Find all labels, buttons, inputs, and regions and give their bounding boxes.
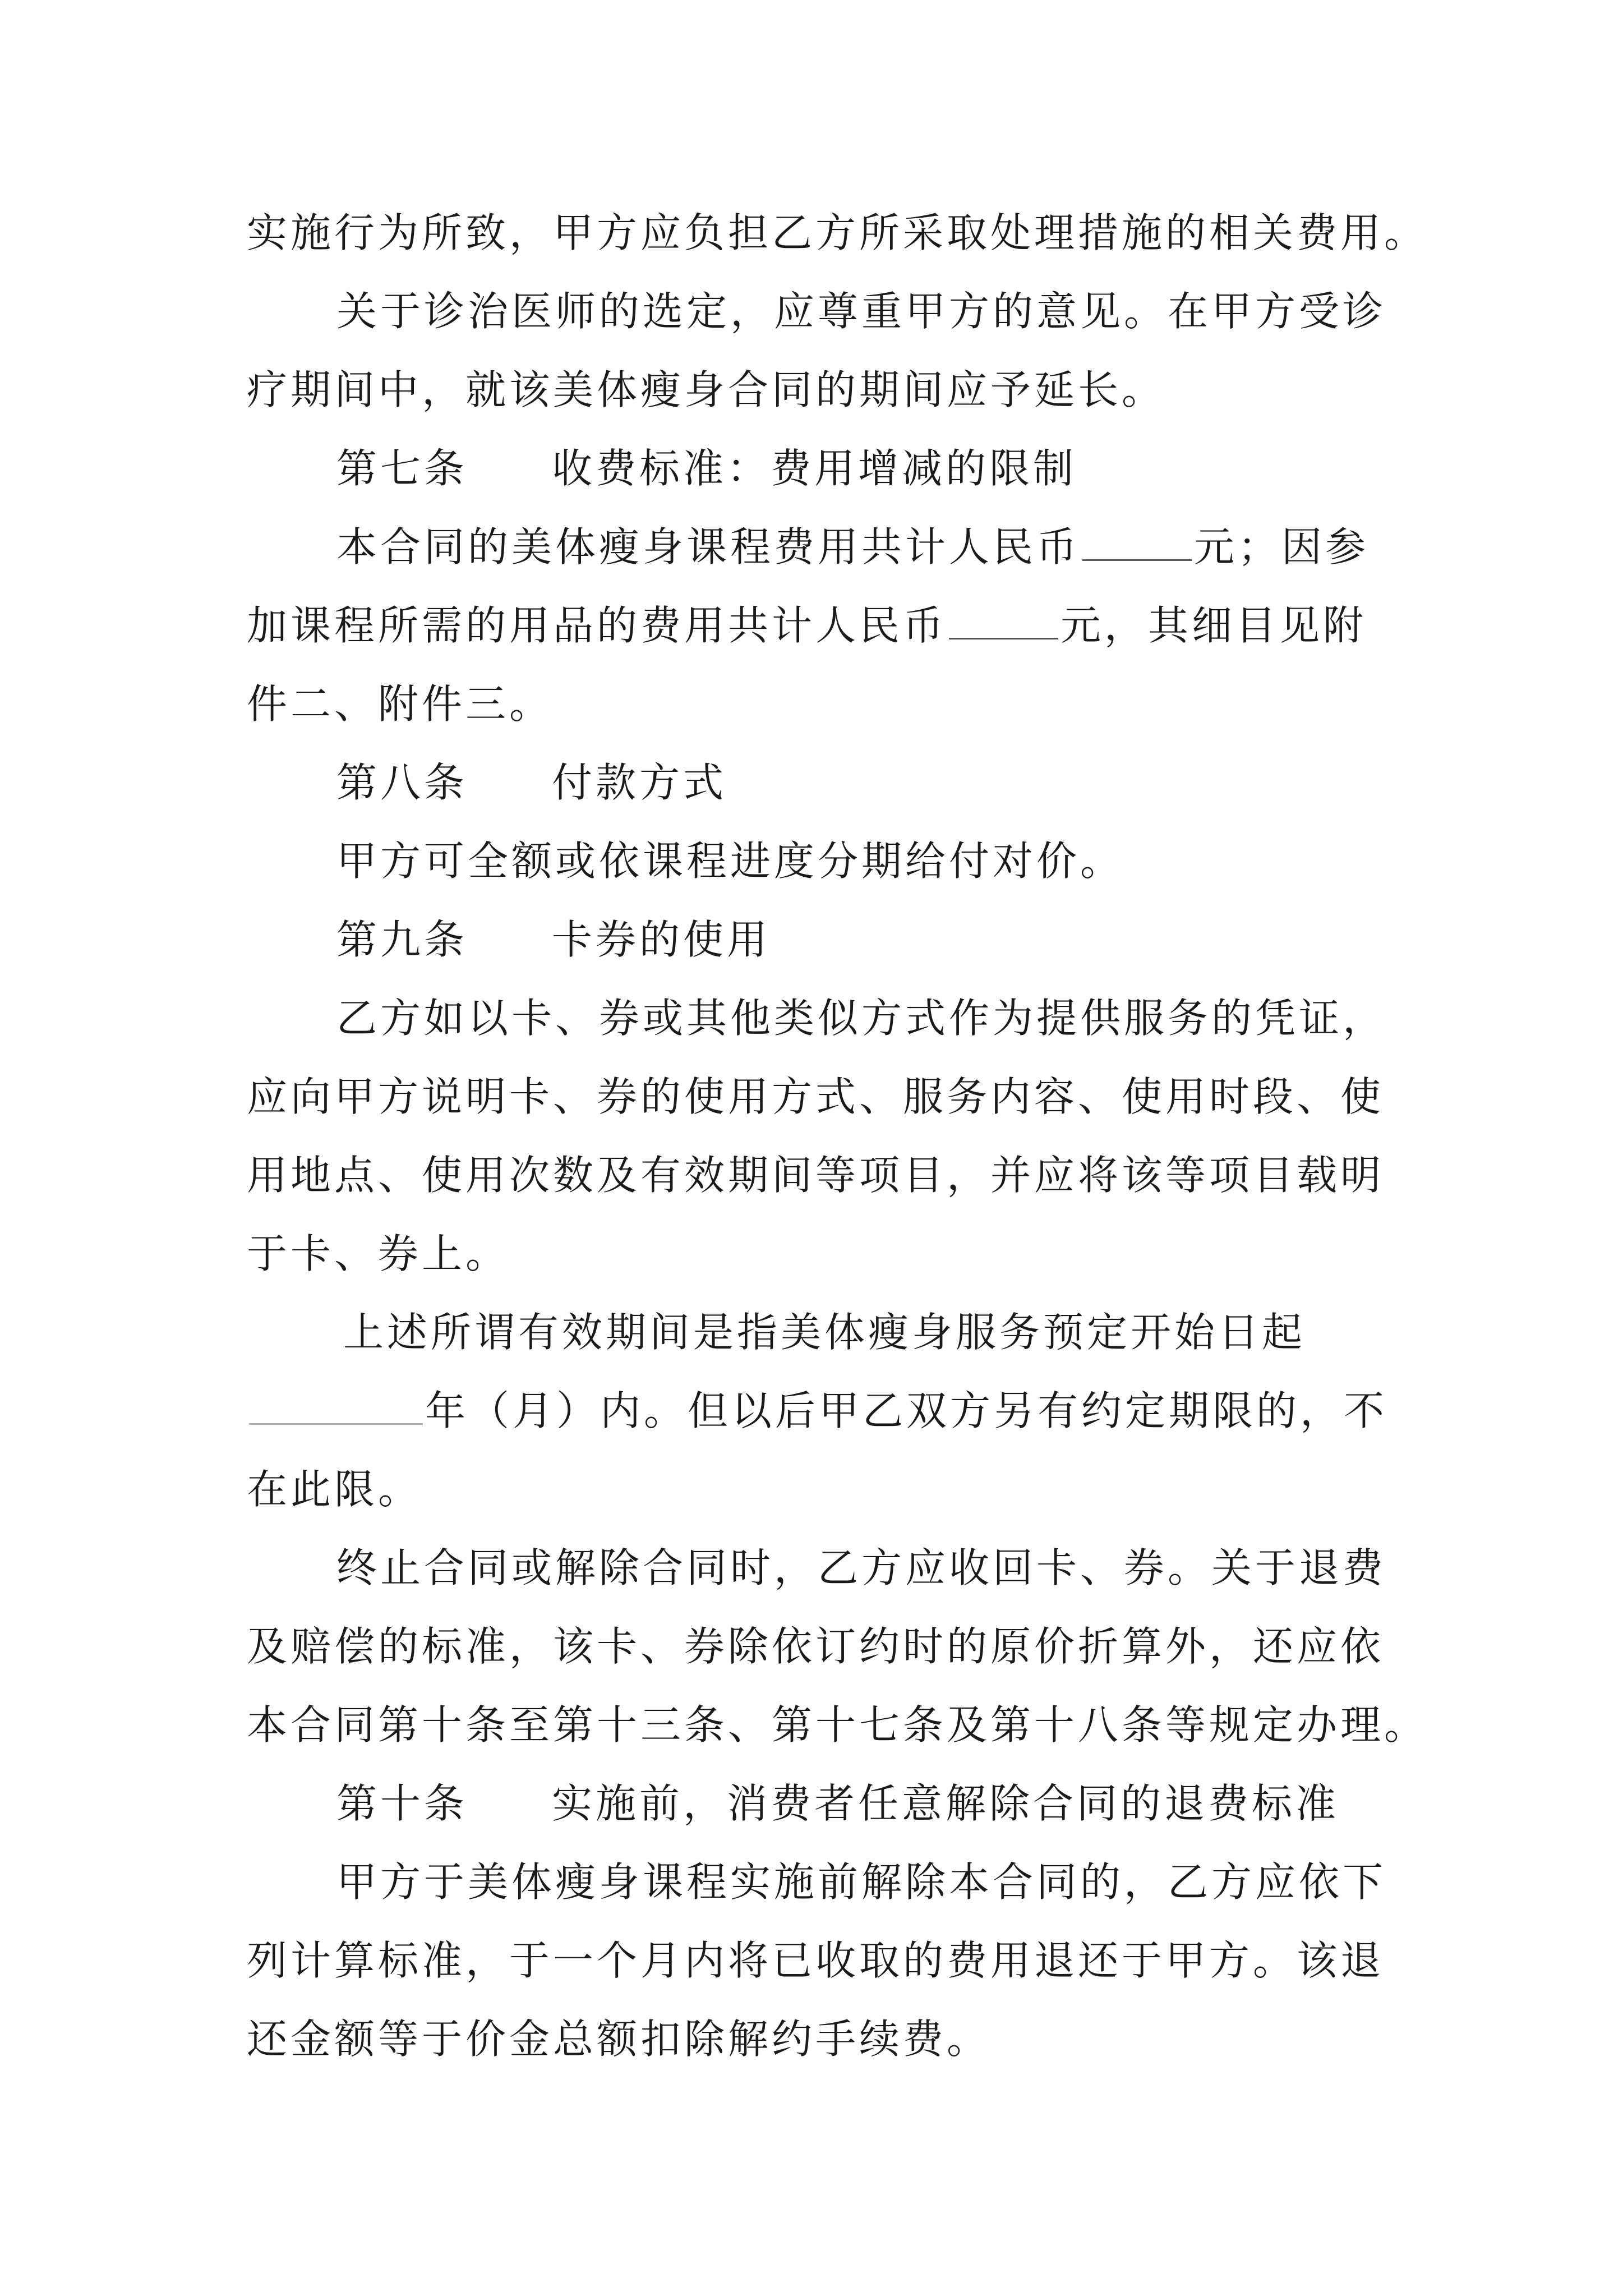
article-heading xyxy=(336,914,771,965)
article-title: 实施前，消费者任意解除合同的退费标准 xyxy=(552,1780,1340,1827)
text-line: 应向甲方说明卡、券的使用方式、服务内容、使用时段、使 xyxy=(247,1073,1385,1120)
fill-in-blank xyxy=(249,1391,423,1425)
text-line: 终止合同或解除合同时，乙方应收回卡、券。关于退费 xyxy=(336,1544,1387,1591)
text-line: 甲方于美体瘦身课程实施前解除本合同的，乙方应依下 xyxy=(336,1858,1387,1906)
text-line: 年（月）内。但以后甲乙双方另有约定期限的，不 xyxy=(247,1386,1387,1436)
text-line: 于卡、券上。 xyxy=(247,1230,510,1277)
article-number: 第七条 xyxy=(336,445,468,492)
article-number: 第八条 xyxy=(336,759,468,806)
text-line: 实施行为所致，甲方应负担乙方所采取处理措施的相关费用。 xyxy=(247,209,1428,256)
text-line: 上述所谓有效期间是指美体瘦身服务预定开始日起 xyxy=(343,1309,1306,1356)
text-line: 加课程所需的用品的费用共计人民币 元，其细目见附 xyxy=(247,602,1367,649)
article-title: 付款方式 xyxy=(552,759,727,806)
text-line: 乙方如以卡、券或其他类似方式作为提供服务的凭证， xyxy=(336,995,1387,1042)
article-title: 收费标准：费用增减的限制 xyxy=(552,445,1077,492)
article-heading xyxy=(336,757,727,808)
article-heading xyxy=(336,1778,1339,1829)
text-line: 用地点、使用次数及有效期间等项目，并应将该等项目载明 xyxy=(247,1152,1385,1199)
text-line: 列计算标准，于一个月内将已收取的费用退还于甲方。该退 xyxy=(247,1937,1385,1984)
text-line: 及赔偿的标准，该卡、券除依订约时的原价折算外，还应依 xyxy=(247,1623,1385,1670)
text-line: 本合同第十条至第十三条、第十七条及第十八条等规定办理。 xyxy=(247,1701,1428,1749)
article-number: 第九条 xyxy=(336,916,468,963)
fill-in-blank xyxy=(949,605,1058,639)
text-line: 件二、附件三。 xyxy=(247,680,554,728)
text-line: 在此限。 xyxy=(247,1466,422,1513)
text-line: 还金额等于价金总额扣除解约手续费。 xyxy=(247,2016,991,2063)
article-heading xyxy=(336,443,1077,494)
text-line: 甲方可全额或依课程进度分期给付对价。 xyxy=(336,838,1124,885)
article-number: 第十条 xyxy=(336,1780,468,1827)
text-line: 关于诊治医师的选定，应尊重甲方的意见。在甲方受诊 xyxy=(336,288,1387,335)
article-title: 卡券的使用 xyxy=(552,916,771,963)
fill-in-blank xyxy=(1082,527,1192,561)
text-line: 本合同的美体瘦身课程费用共计人民币 元；因参 xyxy=(336,523,1370,570)
text-line: 疗期间中，就该美体瘦身合同的期间应予延长。 xyxy=(247,366,1166,413)
